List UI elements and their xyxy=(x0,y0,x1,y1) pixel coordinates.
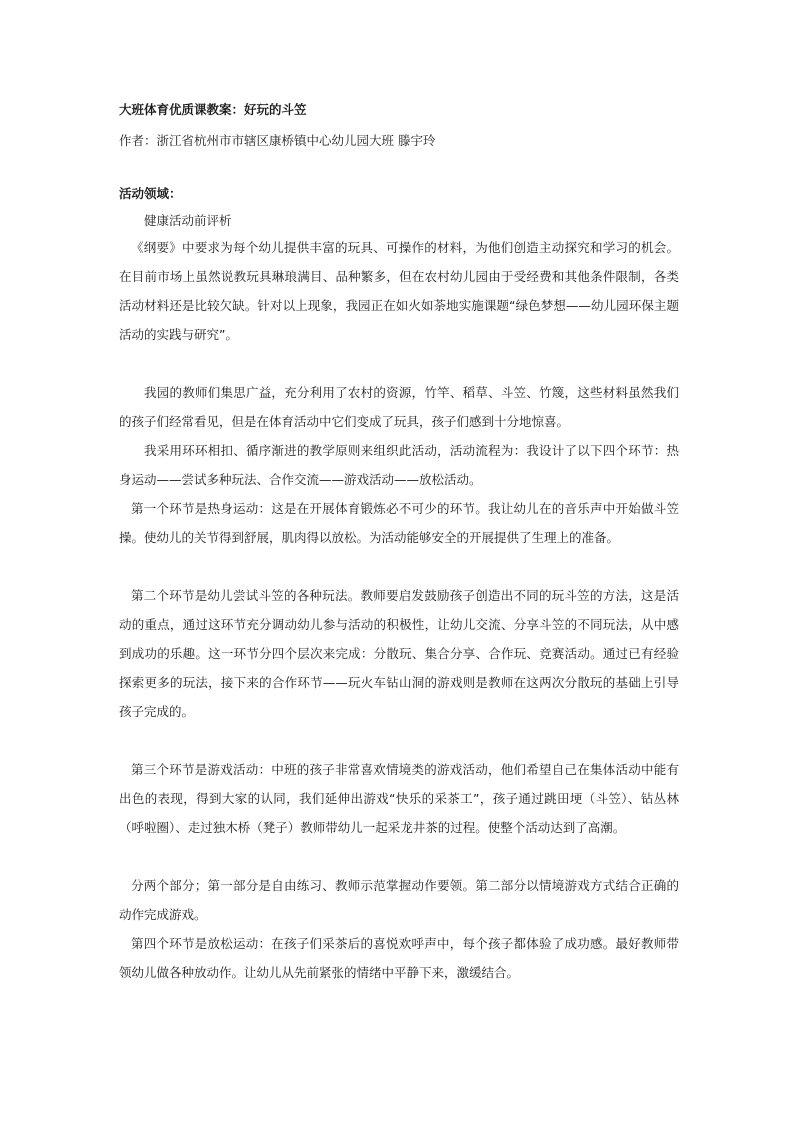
paragraph-step-two: 第二个环节是幼儿尝试斗笠的各种玩法。教师要启发鼓励孩子创造出不同的玩斗笠的方法，这是活动的重点，通过这环节充分调动幼儿参与活动的积极性，让幼儿交流、分享斗笠的不同玩法，从中感到成功的乐趣。这一环节分四个层次来完成：分散玩、集合分享、合作玩、竞赛活动。通过已有经验探索更多的玩法，接下来的合作环节——玩火车钻山洞的游戏则是教师在这两次分散玩的基础上引导孩子完成的。 xyxy=(119,588,679,719)
document-title: 大班体育优质课教案：好玩的斗笠 xyxy=(119,102,307,117)
paragraph-two-parts: 分两个部分；第一部分是自由练习、教师示范掌握动作要领。第二部分以情境游戏方式结合正确的动作完成游戏。 xyxy=(119,878,679,922)
author-line: 作者：浙江省杭州市市辖区康桥镇中心幼儿园大班 滕宇玲 xyxy=(119,133,436,148)
paragraph-resources: 我园的教师们集思广益，充分利用了农村的资源，竹竿、稻草、斗笠、竹篾，这些材料虽然我们的孩子们经常看见，但是在体育活动中它们变成了玩具，孩子们感到十分地惊喜。 xyxy=(119,385,679,429)
section-label: 活动领域： xyxy=(119,186,182,201)
paragraph-step-four: 第四个环节是放松运动：在孩子们采茶后的喜悦欢呼声中，每个孩子都体验了成功感。最好教师带领幼儿做各种放动作。让幼儿从先前紧张的情绪中平静下来，激缓结合。 xyxy=(119,936,679,980)
paragraph-step-one: 第一个环节是热身运动：这是在开展体育锻炼必不可少的环节。我让幼儿在的音乐声中开始做斗笠操。使幼儿的关节得到舒展，肌肉得以放松。为活动能够安全的开展提供了生理上的准备。 xyxy=(119,501,679,545)
paragraph-guideline: 《纲要》中要求为每个幼儿提供丰富的玩具、可操作的材料，为他们创造主动探究和学习的机会。在目前市场上虽然说教玩具琳琅满目、品种繁多，但在农村幼儿园由于受经费和其他条件限制，各类活动材料还是比较欠缺。针对以上现象，我园正在如火如荼地实施课题“绿色梦想——幼儿园环保主题活动的实践与研究”。 xyxy=(119,240,679,342)
subsection-heading: 健康活动前评析 xyxy=(144,213,232,228)
document-page xyxy=(119,100,679,987)
paragraph-step-three: 第三个环节是游戏活动：中班的孩子非常喜欢情境类的游戏活动，他们希望自己在集体活动中能有出色的表现，得到大家的认同，我们延伸出游戏“快乐的采茶工”，孩子通过跳田埂（斗笠）、钻丛林（呼啦圈）、走过独木桥（凳子）教师带幼儿一起采龙井茶的过程。使整个活动达到了高潮。 xyxy=(119,762,679,835)
paragraph-flow: 我采用环环相扣、循序渐进的教学原则来组织此活动，活动流程为：我设计了以下四个环节：热身运动——尝试多种玩法、合作交流——游戏活动——放松活动。 xyxy=(119,443,679,487)
